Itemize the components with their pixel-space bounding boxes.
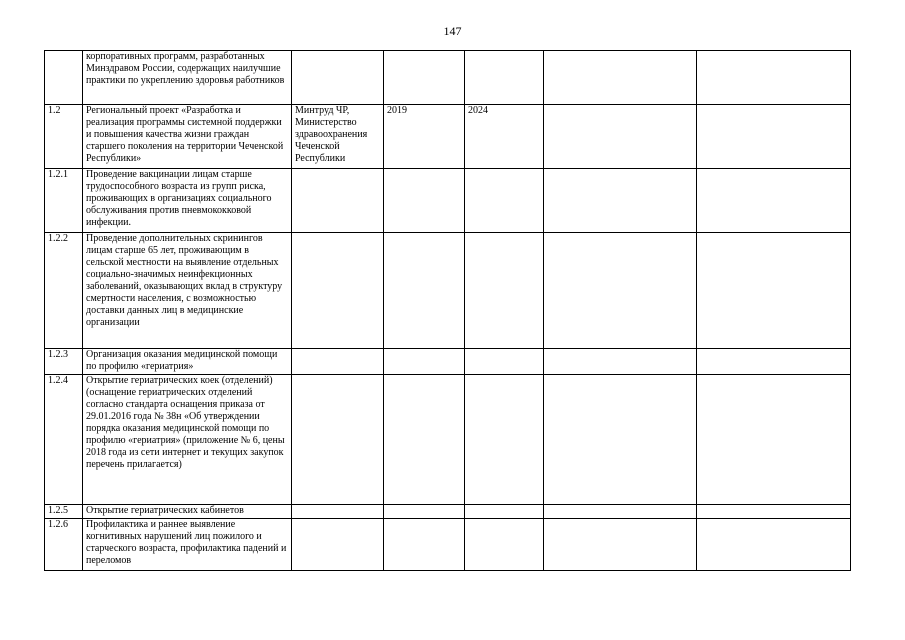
row-number: 1.2.3 <box>45 349 83 375</box>
row-number: 1.2.5 <box>45 505 83 519</box>
indicator-cell <box>697 375 851 505</box>
result-cell <box>544 519 697 571</box>
indicator-cell <box>697 519 851 571</box>
row-number: 1.2.6 <box>45 519 83 571</box>
result-cell <box>544 105 697 169</box>
start-year-cell <box>384 51 465 105</box>
row-number: 1.2.2 <box>45 233 83 349</box>
activity-name: Открытие гериатрических кабинетов <box>83 505 292 519</box>
executor-cell <box>292 375 384 505</box>
result-cell <box>544 505 697 519</box>
activity-name: Организация оказания медицинской помощи по профилю «гериатрия» <box>83 349 292 375</box>
row-number: 1.2 <box>45 105 83 169</box>
table-row <box>45 375 851 505</box>
result-cell <box>544 375 697 505</box>
table-row <box>45 233 851 349</box>
executor-cell <box>292 505 384 519</box>
result-cell <box>544 51 697 105</box>
table-row <box>45 519 851 571</box>
row-number: 1.2.4 <box>45 375 83 505</box>
activity-name: Профилактика и раннее выявление когнитивных нарушений лиц пожилого и старческого возраста, профилактика падений и переломов <box>83 519 292 571</box>
start-year-cell <box>384 505 465 519</box>
executor-cell <box>292 519 384 571</box>
start-year-cell: 2019 <box>384 105 465 169</box>
end-year-cell <box>465 505 544 519</box>
activity-name: Проведение дополнительных скринингов лицам старше 65 лет, проживающим в сельской местности на выявление отдельных социально-значимых неинфекционных заболеваний, оказывающих вклад в структуру смертности населения, с возможностью доставки данных лиц в медицинские организации <box>83 233 292 349</box>
start-year-cell <box>384 233 465 349</box>
executor-cell: Минтруд ЧР, Министерство здравоохранения Чеченской Республики <box>292 105 384 169</box>
executor-cell <box>292 349 384 375</box>
indicator-cell <box>697 233 851 349</box>
end-year-cell <box>465 51 544 105</box>
end-year-cell: 2024 <box>465 105 544 169</box>
activity-name: Проведение вакцинации лицам старше трудоспособного возраста из групп риска, проживающих в организациях социального обслуживания против пневмококковой инфекции. <box>83 169 292 233</box>
activity-table <box>44 50 851 571</box>
table-row <box>45 169 851 233</box>
result-cell <box>544 169 697 233</box>
table-row <box>45 105 851 169</box>
table-row <box>45 51 851 105</box>
indicator-cell <box>697 505 851 519</box>
indicator-cell <box>697 51 851 105</box>
result-cell <box>544 233 697 349</box>
indicator-cell <box>697 105 851 169</box>
start-year-cell <box>384 349 465 375</box>
executor-cell <box>292 169 384 233</box>
indicator-cell <box>697 349 851 375</box>
table-row <box>45 349 851 375</box>
executor-cell <box>292 233 384 349</box>
row-number <box>45 51 83 105</box>
result-cell <box>544 349 697 375</box>
executor-cell <box>292 51 384 105</box>
row-number: 1.2.1 <box>45 169 83 233</box>
end-year-cell <box>465 375 544 505</box>
end-year-cell <box>465 349 544 375</box>
start-year-cell <box>384 375 465 505</box>
end-year-cell <box>465 233 544 349</box>
end-year-cell <box>465 519 544 571</box>
table-row <box>45 505 851 519</box>
start-year-cell <box>384 519 465 571</box>
activity-name: Открытие гериатрических коек (отделений) (оснащение гериатрических отделений согласно стандарта оснащения приказа от 29.01.2016 года № 38н «Об утверждении порядка оказания медицинской помощи по профилю «гериатрия» (приложение № 6, цены 2018 года из сети интернет и текущих закупок перечень прилагается) <box>83 375 292 505</box>
indicator-cell <box>697 169 851 233</box>
page-number: 147 <box>443 24 462 38</box>
activity-name: Региональный проект «Разработка и реализация программы системной поддержки и повышения качества жизни граждан старшего поколения на территории Чеченской Республики» <box>83 105 292 169</box>
start-year-cell <box>384 169 465 233</box>
end-year-cell <box>465 169 544 233</box>
activity-name: корпоративных программ, разработанных Минздравом России, содержащих наилучшие практики по укреплению здоровья работников <box>83 51 292 105</box>
